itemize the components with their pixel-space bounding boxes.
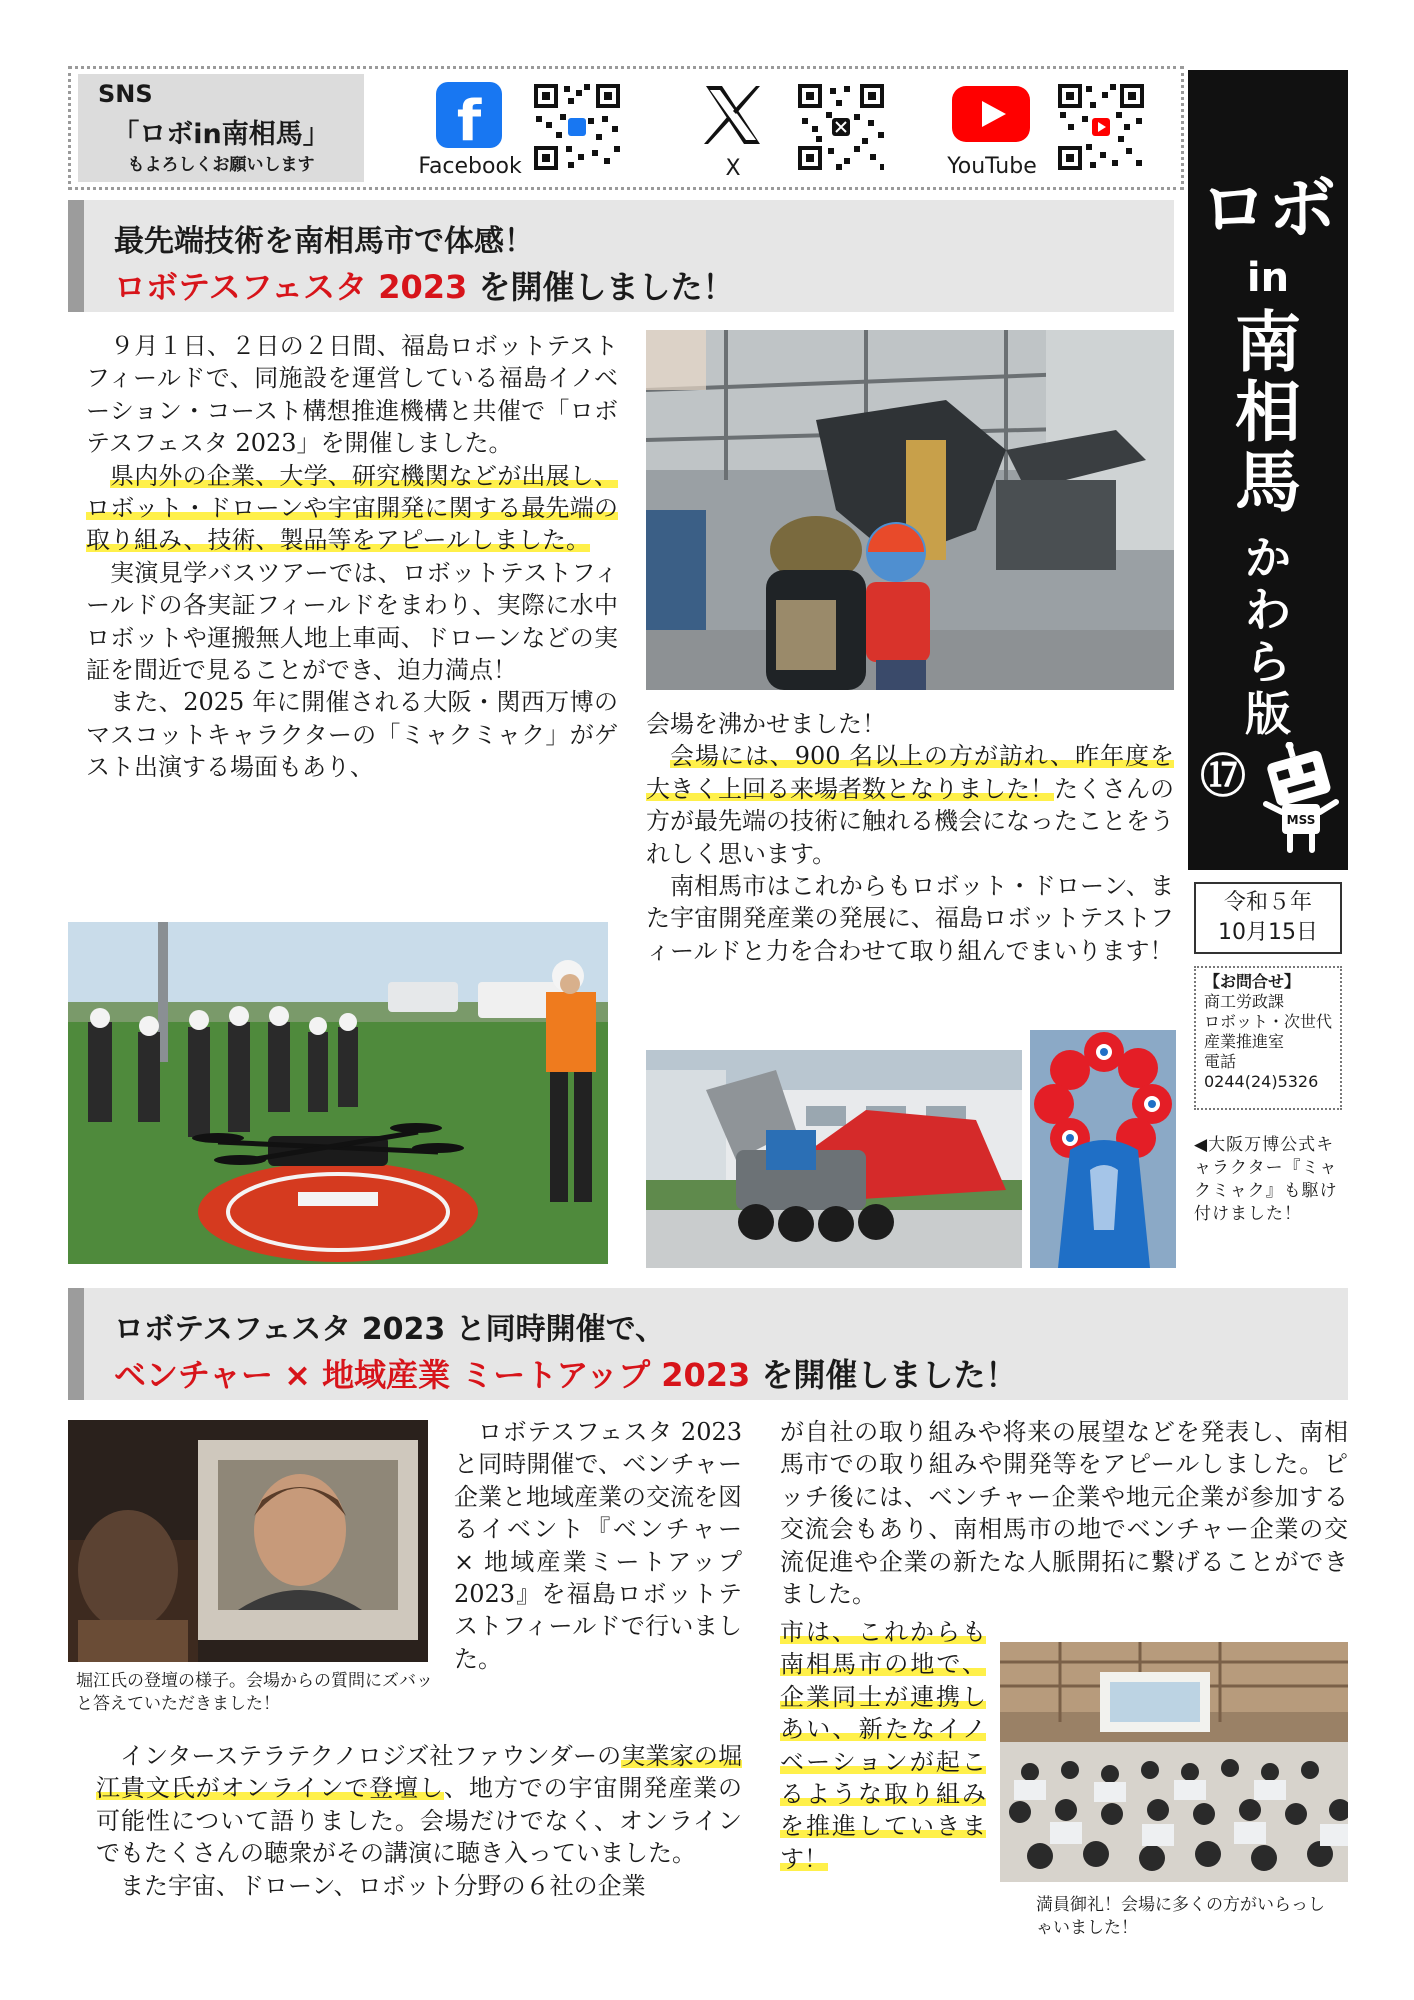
article2-para3: また宇宙、ドローン、ロボット分野の６社の企業 bbox=[120, 1871, 646, 1900]
contact-section: ロボット・次世代 bbox=[1204, 1012, 1333, 1031]
sns-label-box bbox=[78, 74, 364, 182]
article2-headline-line2 bbox=[114, 1350, 1017, 1396]
article2-para2-rest: 、地方での宇宙開発産業の可能性について語りました。会場だけでなく、オンラインでもたくさんの聴衆がその講演に聴き入っていました。 bbox=[96, 1774, 743, 1868]
youtube-label[interactable]: YouTube bbox=[947, 154, 1037, 179]
article2-column-left-lower bbox=[96, 1740, 742, 1902]
masthead-edition: かわら版 bbox=[1245, 531, 1291, 741]
article1-para5-highlight: 会場には、900 名以上の方が訪れ、昨年度を大きく上回る来場者数となりました！ bbox=[646, 742, 1174, 803]
article2-para4 bbox=[780, 1616, 986, 1875]
contact-box bbox=[1194, 966, 1342, 1110]
article2-headline bbox=[68, 1288, 1348, 1400]
article2-headline-event: ベンチャー × 地域産業 ミートアップ 2023 bbox=[114, 1356, 751, 1394]
article1-para5-rest: たくさんの方が最先端の技術に触れる機会になったことをうれしく思います。 bbox=[646, 774, 1174, 868]
article2-para4-highlight: 市は、これからも南相馬市の地で、企業同士が連携しあい、新たなイノベーションが起こるような取り組みを推進していきます！ bbox=[780, 1618, 986, 1873]
article2-headline-line1: ロボテスフェスタ 2023 と同時開催で、 bbox=[114, 1312, 666, 1347]
x-label[interactable]: X bbox=[725, 156, 741, 181]
horie-photo-caption: 堀江氏の登壇の様子。会場からの質問にズバッと答えていただきました！ bbox=[76, 1671, 433, 1714]
article1-para2 bbox=[86, 460, 618, 557]
article1-headline-event: ロボテスフェスタ 2023 bbox=[114, 268, 468, 306]
contact-phone-label: 電話 bbox=[1204, 1052, 1237, 1071]
audience-hall-photo bbox=[1000, 1642, 1348, 1882]
article1-headline-line2 bbox=[114, 262, 734, 308]
facebook-qr-code[interactable] bbox=[532, 82, 622, 172]
masthead-city: 南相馬 bbox=[1235, 304, 1301, 521]
masthead bbox=[1188, 70, 1348, 870]
article2-para2-pre: インターステラテクノロジズ社ファウンダーの bbox=[120, 1742, 622, 1770]
date-day: 10月15日 bbox=[1218, 920, 1318, 945]
exhibition-hall-photo bbox=[646, 330, 1174, 690]
youtube-qr-code[interactable] bbox=[1056, 82, 1146, 172]
x-logo-icon[interactable] bbox=[700, 82, 766, 148]
date-era: 令和５年 bbox=[1223, 890, 1312, 915]
robot-mascot-icon bbox=[1260, 742, 1340, 862]
issue-number: ⑰ bbox=[1200, 749, 1246, 803]
robot-vehicle-photo bbox=[646, 1050, 1022, 1268]
article2-para2-highlight: 実業家の堀江貴文氏がオンラインで登壇し bbox=[96, 1742, 743, 1803]
article2-para2 bbox=[96, 1740, 742, 1870]
date-box bbox=[1194, 882, 1342, 954]
mascot-caption: ◀大阪万博公式キャラクター『ミャクミャク』も駆け付けました！ bbox=[1194, 1135, 1338, 1224]
facebook-icon[interactable] bbox=[436, 82, 502, 148]
sns-title: SNS bbox=[98, 80, 153, 108]
youtube-icon[interactable] bbox=[952, 86, 1030, 146]
sns-account: 「ロボin南相馬」 bbox=[112, 119, 330, 150]
article1-para6: 南相馬市はこれからもロボット・ドローン、また宇宙開発産業の発展に、福島ロボットテストフィールドと力を合わせて取り組んでまいります！ bbox=[646, 872, 1174, 965]
sns-request: もよろしくお願いします bbox=[127, 155, 315, 175]
article1-headline-line1: 最先端技術を南相馬市で体感！ bbox=[114, 224, 534, 259]
mascot-badge-text: MSS bbox=[1286, 813, 1316, 827]
article1-para3: 実演見学バスツアーでは、ロボットテストフィールドの各実証フィールドをまわり、実際に水中ロボットや運搬無人地上車両、ドローンなどの実証を間近で見ることができ、迫力満点！ bbox=[86, 558, 618, 685]
article2-column-right-upper bbox=[780, 1416, 1348, 1610]
article1-para2-highlight: 県内外の企業、大学、研究機関などが出展し、ロボット・ドローンや宇宙開発に関する最先端の取り組み、技術、製品等をアピールしました。 bbox=[86, 461, 618, 555]
article2-para1: ロボテスフェスタ 2023 と同時開催で、ベンチャー企業と地域産業の交流を図るイベント『ベンチャー × 地域産業ミートアップ 2023』を福島ロボットテストフィールドで行いました。 bbox=[454, 1418, 742, 1673]
article2-closing bbox=[780, 1616, 986, 1875]
article2-headline-rest: を開催しました！ bbox=[750, 1356, 1018, 1394]
article2-para3-continued: が自社の取り組みや将来の展望などを発表し、南相馬市での取り組みや開発等をアピールしました。ピッチ後には、ベンチャー企業や地元企業が参加する交流会もあり、南相馬市の地でベンチャー企業の交流促進や企業の新たな人脈開拓に繋げることができました。 bbox=[780, 1418, 1348, 1609]
article1-column-right bbox=[646, 708, 1174, 967]
svg-text:f: f bbox=[456, 89, 482, 148]
contact-office: 産業推進室 bbox=[1204, 1032, 1285, 1051]
masthead-in: in bbox=[1246, 255, 1290, 301]
contact-heading: 【お問合せ】 bbox=[1204, 972, 1301, 991]
article1-para5 bbox=[646, 740, 1174, 870]
facebook-label[interactable]: Facebook bbox=[418, 154, 522, 179]
myakumyaku-mascot-photo bbox=[1030, 1030, 1176, 1268]
contact-dept: 商工労政課 bbox=[1204, 992, 1285, 1011]
article1-para4-continued: 会場を沸かせました！ bbox=[646, 710, 886, 738]
masthead-robo: ロボ bbox=[1199, 170, 1336, 249]
article1-headline-rest: を開催しました！ bbox=[467, 268, 735, 306]
contact-phone: 0244(24)5326 bbox=[1204, 1072, 1319, 1091]
audience-photo-caption: 満員御礼！会場に多くの方がいらっしゃいました！ bbox=[1036, 1895, 1325, 1938]
article1-column-left bbox=[86, 330, 618, 784]
article1-headline bbox=[68, 200, 1174, 312]
article1-para4: また、2025 年に開催される大阪・関西万博のマスコットキャラクターの「ミャクミャク」がゲスト出演する場面もあり、 bbox=[86, 688, 618, 782]
x-qr-code[interactable] bbox=[796, 82, 886, 172]
drone-demo-photo bbox=[68, 922, 608, 1264]
horie-online-talk-photo bbox=[68, 1420, 428, 1662]
article1-para1: ９月１日、２日の２日間、福島ロボットテストフィールドで、同施設を運営している福島イノベーション・コースト構想推進機構と共催で「ロボテスフェスタ 2023」を開催しました。 bbox=[86, 332, 618, 458]
